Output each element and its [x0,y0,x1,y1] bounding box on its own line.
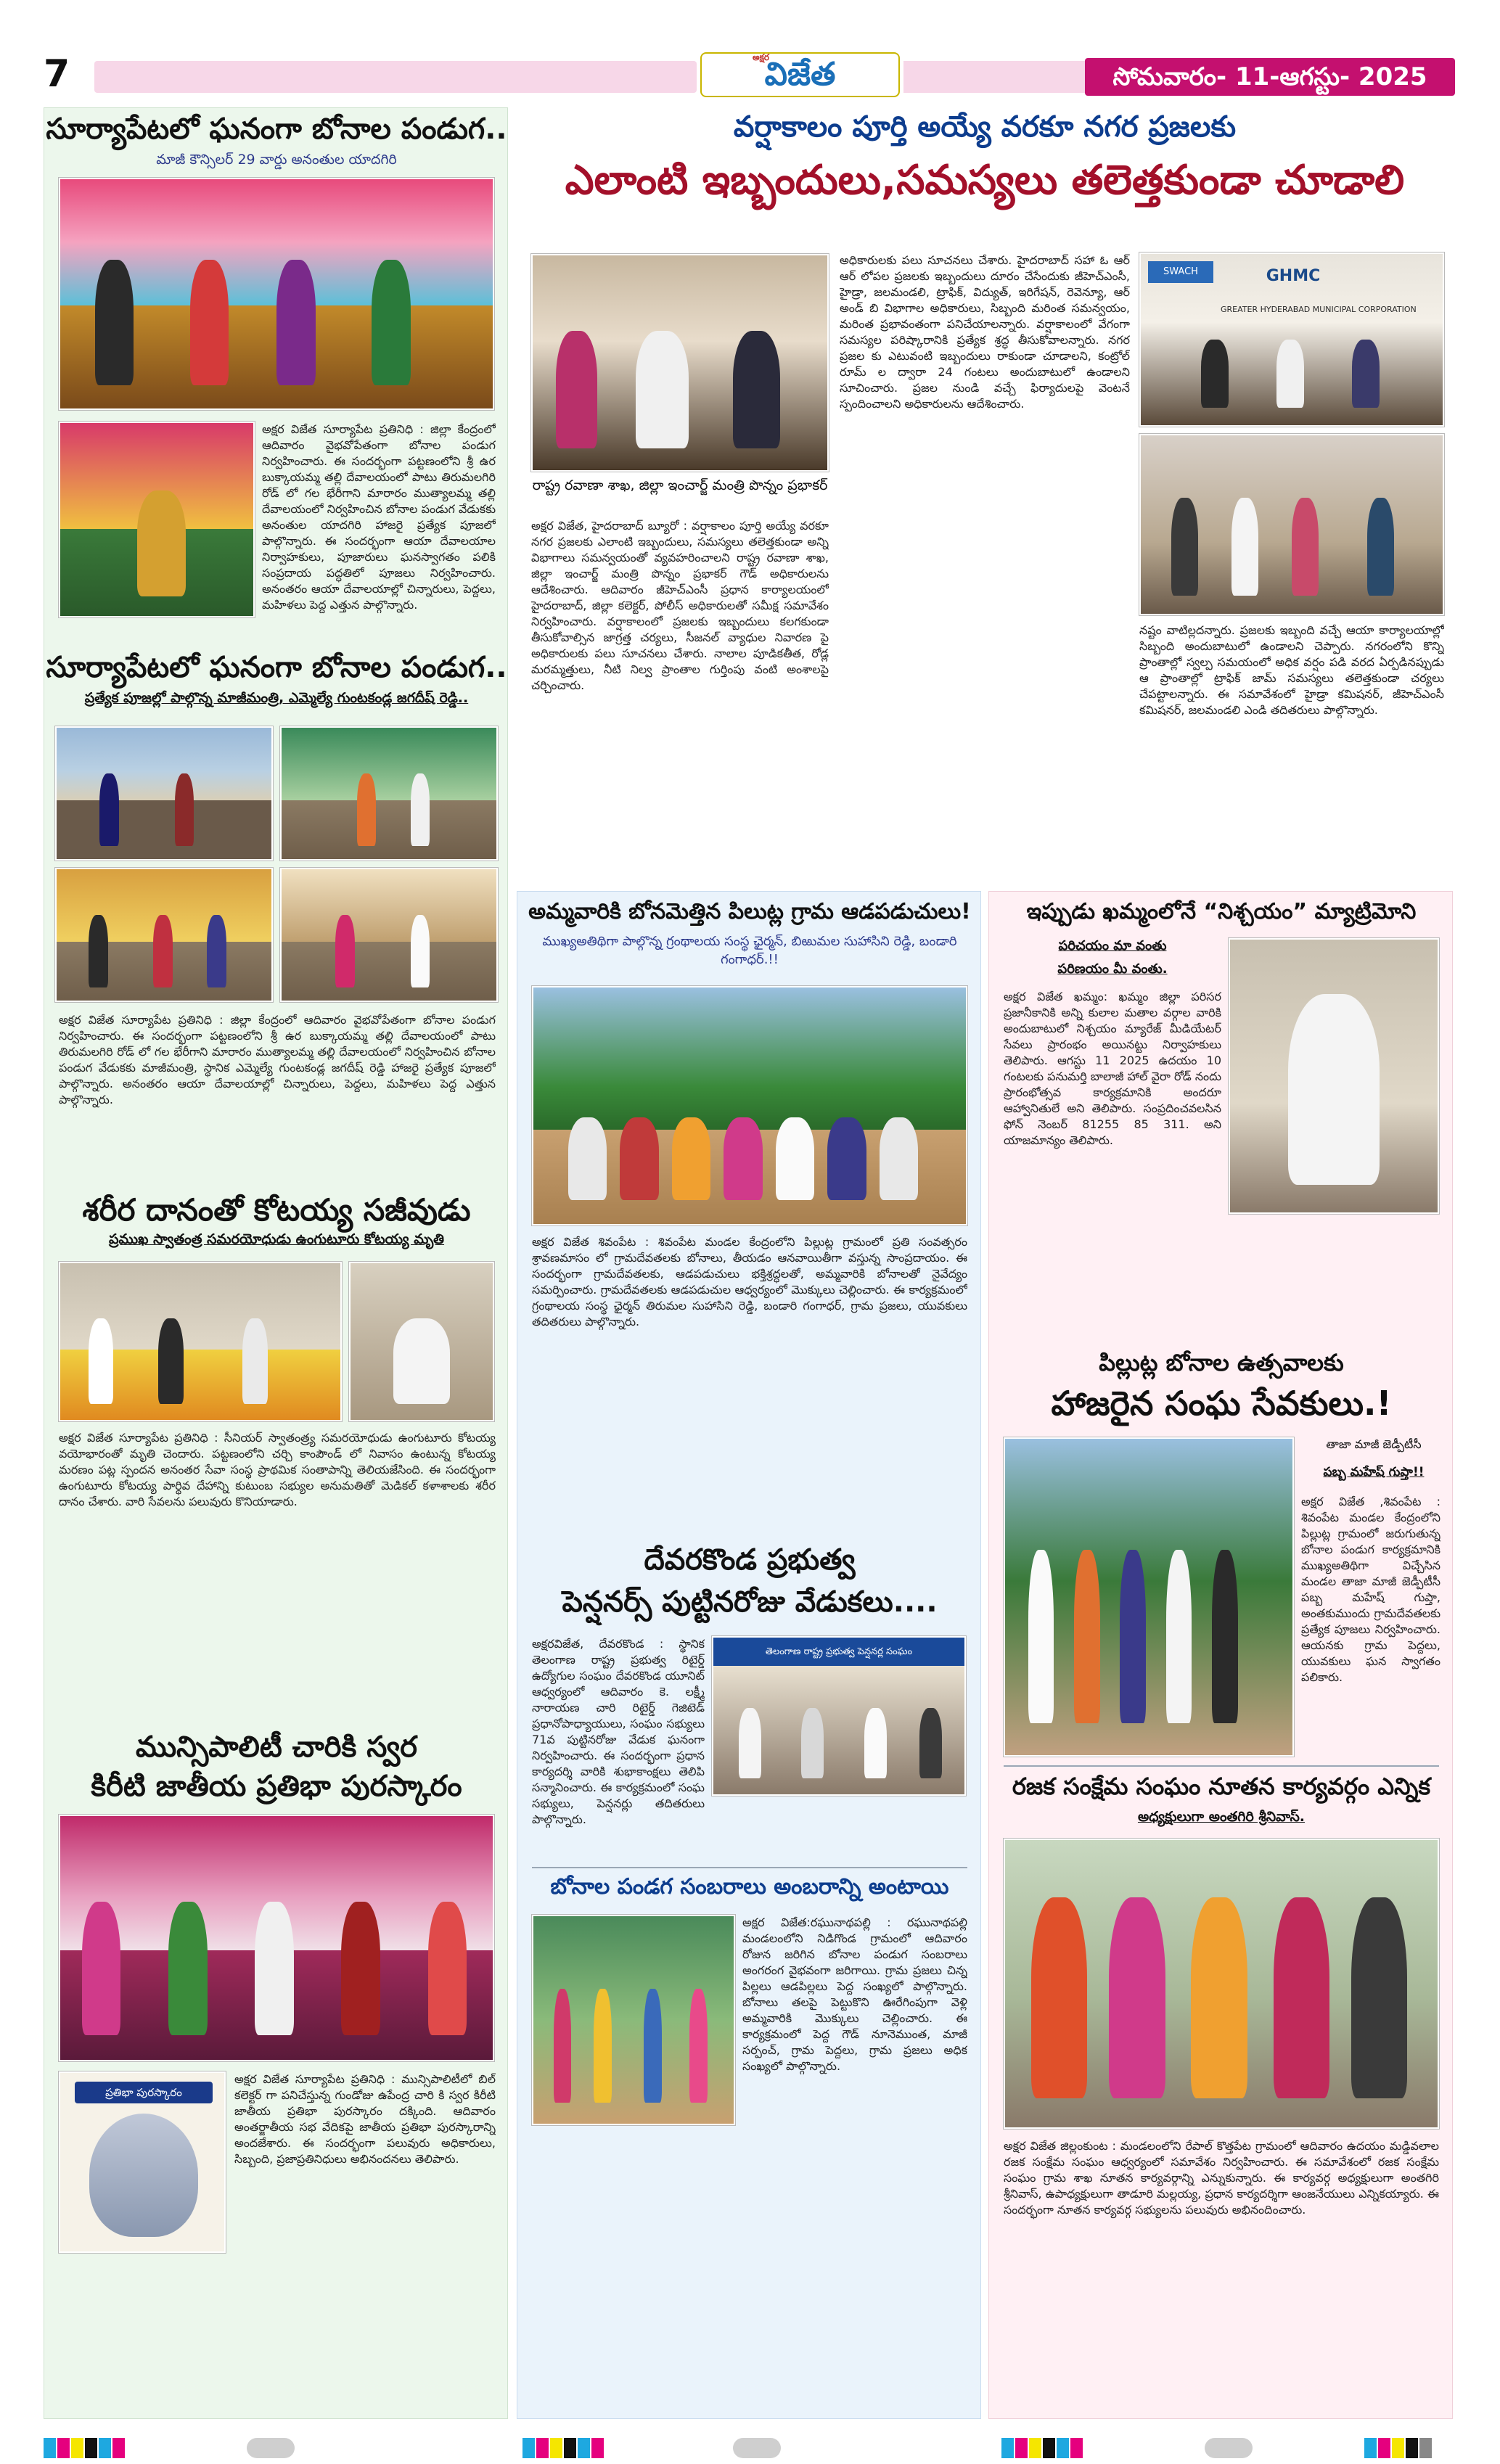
bonalu-photo-5 [55,868,273,1002]
registration-pill [1205,2438,1253,2458]
bonalu-photo-4 [280,726,498,861]
masthead-small-text: అక్షర [753,52,769,62]
bonalu-celebration-photo [532,1915,735,2125]
ghmc-meeting-photo [1139,252,1444,427]
award-certificate [59,2071,226,2253]
story-headline-line2: పెన్షనర్స్ పుట్టినరోజు వేడుకలు.... [562,1585,938,1619]
header-band-left [94,61,697,93]
story-headline: శరీర దానంతో కోటయ్య సజీవుడు [82,1192,471,1228]
certificate-title: ప్రతిభా పురస్కారం [75,2082,213,2103]
color-strip-4 [1364,2438,1432,2458]
story-headline-line1: దేవరకొండ ప్రభుత్వ [644,1543,856,1577]
bonalu-photo-3 [55,726,273,861]
print-registration-marks [0,2423,1500,2464]
story-headline: బోనాల పండగ సంబరాలు అంబరాన్ని అంటాయి [550,1874,949,1900]
story-body-middle: అధికారులకు పలు సూచనలు చేశారు. హైదరాబాద్ సహా ఓ ఆర్ ఆర్ లోపల ప్రజలకు ఇబ్బందులు దూరం చేసేందుకు జీహెచ్ఎంసీ, హైడ్రా, జలమండలి, ట్రాఫిక్, విద్యుత్, ఇరిగేషన్, రెవెన్యూ, ఆర్ అండ్ బి విభాగాల అధికారులు, సిబ్బంది మరింత సమన్వయం, మరింత ప్రభావంతంగా పనిచేయాలన్నారు. వర్షాకాలంలో వేగంగా సమస్యల పరిష్కారానికి ప్రత్యేక శ్రద్ధ తీసుకోవాలన్నారు. నగర ప్రజల కు ఎటువంటి ఇబ్బందులు రాకుండా చూడాలని, కంట్రోల్ రూమ్ ల ద్వారా 24 గంటలు అందుబాటులో ఉండాలని సూచించారు. ప్రజల నుండి వచ్చే ఫిర్యాదులపై వెంటనే స్పందించాలని అధికారులను ఆదేశించారు. [840,253,1130,411]
photo-caption: రాష్ట్ర రవాణా శాఖ, జిల్లా ఇంచార్జ్ మంత్రి పొన్నం ప్రభాకర్ [532,477,828,493]
masthead-logo [700,52,900,97]
pensioners-photo [712,1636,966,1796]
middle-column [517,891,981,2419]
section-divider [532,1867,967,1868]
story-headline: అమ్మవారికి బోనమెత్తిన పిలుట్ల గ్రామ ఆడపడుచులు! [528,899,971,924]
story-byline: మాజీ కౌన్సిలర్ 29 వార్డు అనంతుల యాదగిరి [156,152,397,168]
page-header [0,0,1500,94]
top-story [517,107,1453,887]
color-strip-2 [522,2438,604,2458]
bonalu-photo-2 [59,422,255,617]
date-badge: సోమవారం- 11-ఆగస్టు- 2025 [1085,58,1455,96]
portrait-photo [349,1262,494,1421]
story-body: అక్షర విజేత ఖమ్మం: ఖమ్మం జిల్లా పరిసర ప్రజానీకానికి అన్ని కులాల మతాల వర్గాల వారికి అందుబాటులో నిశ్చయం మ్యారేజ్ మీడియేటర్ సేవలు ప్రారంభం అయినట్టు నిర్వాహకులు తెలిపారు. ఆగస్టు 11 2025 ఉదయం 10 గంటలకు పనుమర్తి బాలాజీ హాల్ వైరా రోడ్ నందు ప్రారంభోత్సవ కార్యక్రమానికి అందరూ ఆహ్వానితులే అని తెలిపారు. సంప్రదించవలసిన ఫోన్ నెంబర్ 81255 85 311. అని యాజమాన్యం తెలిపారు. [1004,990,1221,1147]
story-body: అక్షర విజేత:రఘునాథపల్లి : రఘునాథపల్లి మండలంలోని నిడిగొండ గ్రామంలో ఆదివారం రోజున జరిగిన బోనాల పండుగ సంబరాలు అంగరంగ వైభవంగా జరిగాయి. గ్రామ ప్రజలు చిన్న పిల్లలు ఆడపిల్లలు పెద్ద సంఖ్యలో పాల్గొన్నారు. బోనాలు తలపై పెట్టుకొని ఊరేగింపుగా వెళ్లి అమ్మవారికి మొక్కులు చెల్లించారు. ఈ కార్యక్రమంలో పెద్ద గౌడ్ నూనెముంత, మాజీ సర్పంచ్, గ్రామ పెద్దలు, గ్రామ ప్రజలు అధిక సంఖ్యలో పాల్గొన్నారు. [742,1915,967,2073]
bonalu-photo-1 [59,178,494,410]
section-divider [1004,1765,1439,1767]
story-headline: ఇప్పుడు ఖమ్మంలోనే “నిశ్చయం” మ్యాట్రిమోని [1026,899,1417,924]
story-body: అక్షర విజేత ,శివంపేట : శివంపేట మండల కేంద్రంలోని పిల్లుట్ల గ్రామంలో జరుగుతున్న బోనాల పండుగ కార్యక్రమానికి ముఖ్యఅతిథిగా విచ్చేసిన మండల తాజా మాజీ జెడ్పీటీసీ పబ్బ మహేష్ గుప్తా, అంతకుముందు గ్రామదేవతలకు ప్రత్యేక పూజలు నిర్వహించారు. ఆయనకు గ్రామ పెద్దలు, యువకులు ఘన స్వాగతం పలికారు. [1301,1495,1440,1684]
story-byline-2: పబ్బ మహేష్ గుప్తా!! [1323,1465,1425,1479]
story-byline: ప్రత్యేక పూజల్లో పాల్గొన్న మాజీమంత్రి, ఎమ్మెల్యే గుంటకండ్ల జగదీష్ రెడ్డి.. [84,690,469,706]
ghmc-sign: GREATER HYDERABAD MUNICIPAL CORPORATION [1221,305,1417,314]
story-body: అక్షర విజేత సూర్యాపేట ప్రతినిధి : జిల్లా కేంద్రంలో ఆదివారం వైభవోపేతంగా బోనాల పండుగ నిర్వహించారు. ఈ సందర్భంగా పట్టణంలోని శ్రీ ఉర బుక్కాయమ్మ తల్లి దేవాలయంలో పాటు తిరుమలగిరి రోడ్ లో గల భేరీగాని మారారం ముత్యాలమ్మ తల్లి దేవాలయంలో నిర్వహించిన బోనాల పండుగ వేడుకకు అనంతుల యాదగిరి హాజరై ప్రత్యేక పూజలో పాల్గొన్నారు. ఈ సందర్భంగా ఆయా దేవాలయాల నిర్వాహకులు, పూజారులు ఘనస్వాగతం పలికి సంప్రదాయ పద్ధతిలో పూజలు నిర్వహించారు. అనంతరం ఆయా దేవాలయాల్లో చిన్నారులు, పెద్దలు, మహిళలు పెద్ద ఎత్తున పాల్గొన్నారు. [262,422,496,612]
pensioners-banner: తెలంగాణ రాష్ట్ర ప్రభుత్వ పెన్షనర్ల సంఘం [713,1638,964,1667]
ghmc-logo: GHMC [1266,267,1321,285]
page-number: 7 [44,52,70,96]
story-headline-line1: మున్సిపాలిటీ చారికి స్వర [136,1730,417,1764]
swach-sign: SWACH [1148,261,1213,283]
header-band-right [903,61,1085,93]
temple-group-photo [1004,1437,1294,1757]
village-group-photo [532,986,967,1225]
story-body: అక్షరవిజేత, దేవరకొండ : స్థానిక తెలంగాణ రాష్ట్ర ప్రభుత్వ రిటైర్డ్ ఉద్యోగుల సంఘం దేవరకొండ యూనిట్ ఆధ్వర్యంలో ఆదివారం కె. లక్ష్మీ నారాయణ చారి రిటైర్డ్ గెజిటెడ్ ప్రధానోపాధ్యాయులు, సంఘం సభ్యులు 71వ పుట్టినరోజు వేడుక ఘనంగా నిర్వహించారు. ఈ సందర్భంగా ప్రధాన కార్యదర్శి వారికి శుభాకాంక్షలు తెలిపి సన్మానించారు. ఈ కార్యక్రమంలో సంఘ సభ్యులు, పెన్షనర్లు తదితరులు పాల్గొన్నారు. [532,1637,705,1826]
story-headline-line2: కిరీటి జాతీయ ప్రతిభా పురస్కారం [91,1770,462,1803]
story-body-left: అక్షర విజేత, హైదరాబాద్ బ్యూరో : వర్షాకాలం పూర్తి అయ్యే వరకూ నగర ప్రజలకు ఎలాంటి ఇబ్బందులు, సమస్యలు తలెత్తకుండా అన్ని విభాగాలు సమన్వయంతో వ్యవహరించాలని రాష్ట్ర రవాణా శాఖ, జిల్లా ఇంచార్జ్ మంత్రి పొన్నం ప్రభాకర్ గౌడ్ అధికారులను ఆదేశించారు. ఆదివారం జీహెచ్ఎంసీ ప్రధాన కార్యాలయంలో హైదరాబాద్, జిల్లా కలెక్టర్, పోలీస్ అధికారులతో సమీక్ష సమావేశం నిర్వహించారు. వర్షాకాలంలో ప్రజలకు ఇబ్బందులు కలగకుండా తీసుకోవాల్సిన జాగ్రత్త చర్యలు, సీజనల్ వ్యాధుల నివారణ పై అధికారులకు పలు సూచనలు చేశారు. నాలాల పూడికతీత, రోడ్ల మరమ్మత్తులు, నీటి నిల్వ ప్రాంతాల గుర్తింపు వంటి అంశాలపై చర్చించారు. [531,519,829,692]
right-column [988,891,1453,2419]
story-headline: రజక సంక్షేమ సంఘం నూతన కార్యవర్గం ఎన్నిక [1012,1773,1431,1800]
masthead-title: విజేత [764,56,836,93]
award-photo [59,1815,494,2061]
tagline-2: పరిణయం మీ వంతు. [1057,961,1168,977]
story-body: అక్షర విజేత సూర్యాపేట ప్రతినిధి : జిల్లా కేంద్రంలో ఆదివారం వైభవోపేతంగా బోనాల పండుగ నిర్వహించారు. ఈ సందర్భంగా పట్టణంలోని శ్రీ ఉర బుక్కాయమ్మ తల్లి దేవాలయంలో పాటు తిరుమలగిరి రోడ్ లో గల భేరీగాని మారారం ముత్యాలమ్మ తల్లి దేవాలయంలో నిర్వహించిన బోనాల పండుగ వేడుకకు మాజీమంత్రి, స్థానిక ఎమ్మెల్యే గుంటకండ్ల జగదీష్ రెడ్డి హాజరై ప్రత్యేక పూజలో పాల్గొన్నారు. అనంతరం ఆయా దేవాలయాల్లో చిన్నారులు, పెద్దలు, మహిళలు పెద్ద ఎత్తున పాల్గొన్నారు. [59,1013,496,1106]
bonalu-photo-6 [280,868,498,1002]
story-headline: సూర్యాపేటలో ఘనంగా బోనాల పండుగ.. [46,112,507,146]
story-headline: సూర్యాపేటలో ఘనంగా బోనాల పండుగ.. [46,651,507,684]
tribute-photo-1 [59,1262,342,1421]
story-headline-line1: పిల్లుట్ల బోనాల ఉత్సవాలకు [1099,1349,1344,1376]
color-strip-3 [1001,2438,1083,2458]
story-byline-1: తాజా మాజీ జెడ్పీటీసీ [1326,1437,1422,1451]
story-body: అక్షర విజేత సూర్యాపేట ప్రతినిధి : సీనియర్ స్వాతంత్ర్య సమరయోధుడు ఉంగుటూరు కోటయ్య వయోభారంతో మృతి చెందారు. పట్టణంలోని చర్చి కాంపౌండ్ లో నివాసం ఉంటున్న కోటయ్య మరణం పట్ల స్పందన అనంతర సేవా సంస్థ ప్రాథమిక సంతాపాన్ని తెలియజేసింది. ఈ సందర్భంగా ఉంగుటూరు కోటయ్య పార్థివ దేహాన్ని కుటుంబ సభ్యుల అనుమతితో మెడికల్ కళాశాలకు శరీర దానం చేశారు. వారి సేవలను పలువురు కొనియాడారు. [59,1431,496,1508]
meeting-photo-2 [1139,434,1444,615]
top-headline-line2: ఎలాంటి ఇబ్బందులు,సమస్యలు తలెత్తకుండా చూడాలి [565,157,1405,204]
story-byline: అధ్యక్షులుగా అంతగిరి శ్రీనివాస్. [1137,1809,1306,1825]
story-byline: ప్రముఖ స్వాతంత్ర సమరయోధుడు ఉంగుటూరు కోటయ్య మృతి [108,1231,445,1247]
story-body-right: నష్టం వాటిల్లదన్నారు. ప్రజలకు ఇబ్బంది వచ్చే ఆయా కార్యాలయాల్లో సిబ్బంది అందుబాటులో ఉండాలని చెప్పారు. నగరంలోని కొన్ని ప్రాంతాల్లో స్వల్ప సమయంలో అధిక వర్షం పడి వరద ఏర్పడినప్పుడు ఆ ప్రాంతాల్లో ట్రాఫిక్ జామ్ సమస్యలు తలెత్తకుండా చర్యలు చేపట్టాలన్నారు. ఈ సమావేశంలో హైడ్రా కమిషనర్, జీహెచ్ఎంసీ కమిషనర్, జలమండలి ఎండి తదితరులు పాల్గొన్నారు. [1139,623,1444,717]
story-byline: ముఖ్యఅతిథిగా పాల్గొన్న గ్రంథాలయ సంస్థ ఛైర్మన్, బిఱుమల సుహాసిని రెడ్డి, బండారి గంగాధర్.!! [542,934,957,967]
story-body: అక్షర విజేత శివంపేట : శివంపేట మండల కేంద్రంలోని పిల్లుట్ల గ్రామంలో ప్రతి సంవత్సరం శ్రావణమాసం లో గ్రామదేవతలకు బోనాలు, తీయడం ఆనవాయితీగా వస్తున్న సాంప్రదాయం. ఈ సందర్భంగా గ్రామదేవతలకు, ఆడపడుచులు భక్తిశ్రద్ధలతో, అమ్మవారికి బోనాలతో నైవేద్యం సమర్పించారు. గ్రామదేవతలకు ఆడపడుచుల ఆధ్వర్యంలో మొక్కులు చెల్లించారు. ఈ కార్యక్రమంలో గ్రంథాలయ సంస్థ ఛైర్మన్ తిరుమల సుహాసిని రెడ్డి, బండారి గంగాధర్, గ్రామ ప్రజలు, యువకులు తదితరులు పాల్గొన్నారు. [532,1235,967,1328]
top-headline-line1: వర్షాకాలం పూర్తి అయ్యే వరకూ నగర ప్రజలకు [733,110,1237,144]
committee-photo [1004,1839,1439,2129]
founder-portrait [1229,938,1439,1214]
story-body: అక్షర విజేత జిల్లంకుంట : మండలంలోని రేపాల్ కొత్తపేట గ్రామంలో ఆదివారం ఉదయం మడ్డివలాల రజక సంక్షేమ సంఘం ఆధ్వర్యంలో సమావేశం నిర్వహించారు. ఈ సమావేశంలో రజక సంక్షేమ సంఘం గ్రామ శాఖ నూతన కార్యవర్గాన్ని ఎన్నుకున్నారు. ఈ కార్యవర్గ అధ్యక్షులుగా అంతగిరి శ్రీనివాస్, ఉపాధ్యక్షులుగా తాడూరి మల్లయ్య, ప్రధాన కార్యదర్శిగా ఆంజనేయులు ఎన్నికయ్యారు. ఈ సందర్భంగా నూతన కార్యవర్గ సభ్యులను పలువురు అభినందించారు. [1004,2139,1439,2217]
meeting-photo-1 [531,254,829,472]
registration-pill [247,2438,295,2458]
color-strip-1 [44,2438,125,2458]
registration-pill [733,2438,781,2458]
left-column [44,107,508,2419]
story-headline-line2: హాజరైన సంఘ సేవకులు.! [1051,1384,1392,1423]
tagline-1: పరిచయం మా వంతు [1058,938,1167,953]
story-body: అక్షర విజేత సూర్యాపేట ప్రతినిధి : మున్సిపాలిటీలో బిల్ కలెక్టర్ గా పనిచేస్తున్న గుండోజు ఉపేంద్ర చారి కి స్వర కిరీటి జాతీయ ప్రతిభా పురస్కారం దక్కింది. ఆదివారం అంతర్జాతీయ సభ వేదికపై జాతీయ ప్రతిభా పురస్కారాన్ని అందజేశారు. ఈ సందర్భంగా పలువురు అధికారులు, సిబ్బంది, ప్రజాప్రతినిధులు అభినందనలు తెలిపారు. [234,2072,496,2166]
